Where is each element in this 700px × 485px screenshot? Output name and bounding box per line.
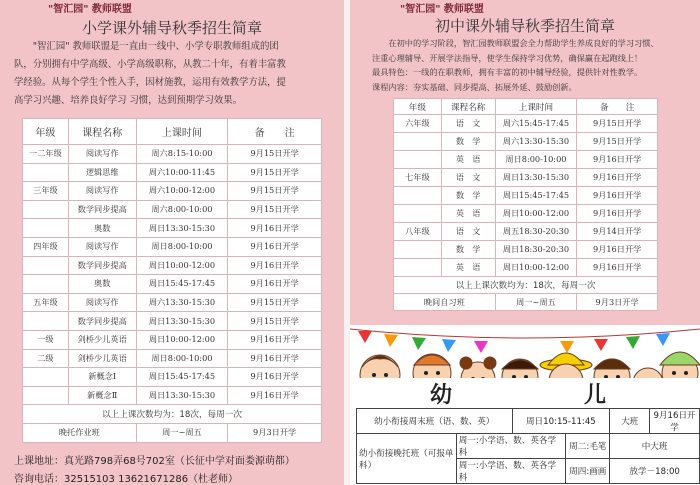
grade-cell [23,368,69,387]
table-row: 幼小衔接晚托班（可报单科） 周一:小学语、数、英各学科 周二:毛笔 中大班 [357,434,700,459]
grade-cell: 二级 [23,349,69,368]
course-cell: 语 文 [441,169,495,187]
grade-cell: 五年级 [23,293,69,312]
course-cell: 数学同步提高 [68,200,136,219]
grade-cell: 七年级 [394,169,442,187]
course-cell: 逻辑思维 [68,163,136,182]
table-row [23,330,322,349]
grade-cell [23,386,69,405]
note-cell: 9月15日开学 [228,200,322,219]
course-cell: 数学同步提高 [68,312,136,331]
note-cell: 9月15日开学 [228,312,322,331]
table-row [394,241,658,259]
note-cell: 9月14日开学 [577,223,658,241]
middle-schedule-table [393,98,658,311]
header-grade: 年级 [23,119,69,145]
note-cell: 9月16日开学 [228,330,322,349]
time-cell: 周日15:45-17:45 [495,187,577,205]
header-course: 课程名称 [68,119,136,145]
time-cell: 周日15:45-17:45 [136,368,228,387]
time-cell: 周六8:15-10:00 [136,145,228,164]
grade-cell [394,133,442,151]
course-cell: 新概念Ⅰ [68,368,136,387]
table-row [394,205,658,223]
time-cell: 周日13:30-15:30 [136,312,228,331]
course-cell: 语 文 [441,115,495,133]
course-cell: 语 文 [441,223,495,241]
course-cell: 数 学 [441,133,495,151]
time-cell: 周日10:00-12:00 [495,259,577,277]
table-row [23,293,322,312]
grade-cell: 一级 [23,330,69,349]
header-grade: 年级 [394,99,442,115]
note-cell: 9月16日开学 [228,386,322,405]
table-row: 周一:小学语、数、英各学科 周四:画画 放学－18:00 [357,459,700,484]
note-cell: 9月15日开学 [228,163,322,182]
header-course: 课程名称 [441,99,495,115]
address-text: 上课地址：真光路798弄68号702室（长征中学对面娄源萌都） [14,456,295,467]
table-row [394,133,658,151]
table-row [394,151,658,169]
course-cell: 新概念Ⅱ [68,386,136,405]
course-cell: 数 学 [441,187,495,205]
intro-text: 在初中的学习阶段，智汇园教师联盟会全力帮助学生养成良好的学习习惯、 注重心理辅导、开展学法指导，使学生保持学习优势，确保赢在起跑线上！ 最具特色：一线的在职教师，拥有丰富的初中辅导经验，提供针对性教学。 课程内容：夯实基础、同步提高、拓展外延、鼓励创新。 [372,38,659,92]
table-row [394,115,658,133]
course-cell: 数学同步提高 [68,256,136,275]
note-cell: 9月16日开学 [577,169,658,187]
course-cell: 阅读写作 [68,237,136,256]
table-row: 晚间自习班 周一~周五 9月3日开学 [394,294,658,311]
note-cell: 9月16日开学 [228,237,322,256]
time-cell: 周六10:00-12:00 [136,182,228,201]
grade-cell: 三年级 [23,182,69,201]
header-time: 上课时间 [495,99,577,115]
time-cell: 周六13:30-15:30 [136,293,228,312]
course-cell: 阅读写作 [68,145,136,164]
course-cell: 奥数 [68,219,136,238]
note-cell: 9月16日开学 [577,205,658,223]
grade-cell: 八年级 [394,223,442,241]
grade-cell [394,259,442,277]
note-cell: 9月16日开学 [228,256,322,275]
table-header-row [394,99,658,115]
table-row [23,163,322,182]
time-cell: 周日13:30-15:30 [136,386,228,405]
grade-cell [394,151,442,169]
table-note-row: 以上上课次数均为：18次，每周一次 [394,277,658,294]
grade-cell [23,163,69,182]
note-cell: 9月15日开学 [228,293,322,312]
time-cell: 周日10:00-12:00 [136,256,228,275]
time-cell: 周日10:00-12:00 [136,330,228,349]
brand-name: "智汇园" 教师联盟 [48,4,132,15]
page-title: 初中课外辅导秋季招生简章 [434,17,615,35]
table-row [23,200,322,219]
table-row: 幼小衔接周末班（语、数、英） 周日10:15-11:45 大班 9月16日开学 [357,409,700,434]
intro-text: "智汇园" 教师联盟是一直由一线中、小学专职教师组成的团 队，分别拥有中学高级、小学高级职称，从教二十年，有着丰富教 学经验。从每个学生个性入手，因材施教，运用有效教学方法，提 高学习兴趣、培养良好学习 习惯，达到预期学习效果。 [14,41,286,106]
note-cell: 9月16日开学 [577,187,658,205]
time-cell: 周日13:30-15:30 [495,169,577,187]
note-cell: 9月16日开学 [228,275,322,294]
grade-cell [23,256,69,275]
course-cell: 奥数 [68,275,136,294]
table-row [394,169,658,187]
kindergarten-table [356,408,700,484]
course-cell: 数 学 [441,241,495,259]
grade-cell [23,275,69,294]
note-cell: 9月16日开学 [577,151,658,169]
note-cell: 9月15日开学 [577,115,658,133]
grade-cell [394,205,442,223]
time-cell: 周日13:30-15:30 [136,219,228,238]
course-cell: 英 语 [441,259,495,277]
note-cell: 9月15日开学 [228,182,322,201]
time-cell: 周日8:00-10:00 [495,151,577,169]
grade-cell: 四年级 [23,237,69,256]
time-cell: 周六8:00-10:00 [136,200,228,219]
table-row [23,275,322,294]
primary-school-flyer [0,0,344,485]
brand-name: "智汇园" 教师联盟 [400,4,484,15]
table-row [23,219,322,238]
table-row [23,237,322,256]
table-row [23,256,322,275]
primary-schedule-table [22,118,322,443]
note-cell: 9月16日开学 [577,241,658,259]
course-cell: 英 语 [441,205,495,223]
course-cell: 阅读写作 [68,182,136,201]
grade-cell [23,312,69,331]
table-row [23,145,322,164]
course-cell: 阅读写作 [68,293,136,312]
course-cell: 剑桥少儿英语 [68,349,136,368]
time-cell: 周六10:00-11:45 [136,163,228,182]
page-title: 小学课外辅导秋季招生简章 [81,19,262,37]
time-cell: 周六13:30-15:30 [495,133,577,151]
time-cell: 周日8:00-10:00 [136,349,228,368]
course-cell: 剑桥少儿英语 [68,330,136,349]
grade-cell [23,219,69,238]
kindergarten-title: 幼 儿 [350,378,700,408]
middle-school-flyer [350,0,700,485]
note-cell: 9月16日开学 [228,219,322,238]
table-row [394,259,658,277]
table-note-row: 以上上课次数均为：18次，每周一次 [23,405,322,424]
time-cell: 周日8:00-10:00 [136,237,228,256]
time-cell: 周日10:00-12:00 [495,205,577,223]
table-header-row [23,119,322,145]
note-cell: 9月15日开学 [577,133,658,151]
grade-cell: 六年级 [394,115,442,133]
header-note: 备 注 [577,99,658,115]
table-row: 晚托作业班 周一~周五 9月3日开学 [23,423,322,442]
time-cell: 周日15:45-17:45 [136,275,228,294]
table-row [23,182,322,201]
grade-cell [23,200,69,219]
table-row [394,187,658,205]
phone-text: 咨询电话：32515103 13621671286（杜老师） [14,474,239,485]
grade-cell: 一二年级 [23,145,69,164]
course-cell: 英 语 [441,151,495,169]
note-cell: 9月16日开学 [228,368,322,387]
table-row [23,368,322,387]
time-cell: 周日18:30-20:30 [495,241,577,259]
table-row [394,223,658,241]
time-cell: 周五18:30-20:30 [495,223,577,241]
table-row [23,312,322,331]
note-cell: 9月15日开学 [228,145,322,164]
header-time: 上课时间 [136,119,228,145]
grade-cell [394,241,442,259]
note-cell: 9月16日开学 [577,259,658,277]
note-cell: 9月16日开学 [228,349,322,368]
table-row [23,386,322,405]
time-cell: 周六15:45-17:45 [495,115,577,133]
table-row [23,349,322,368]
grade-cell [394,187,442,205]
header-note: 备 注 [228,119,322,145]
